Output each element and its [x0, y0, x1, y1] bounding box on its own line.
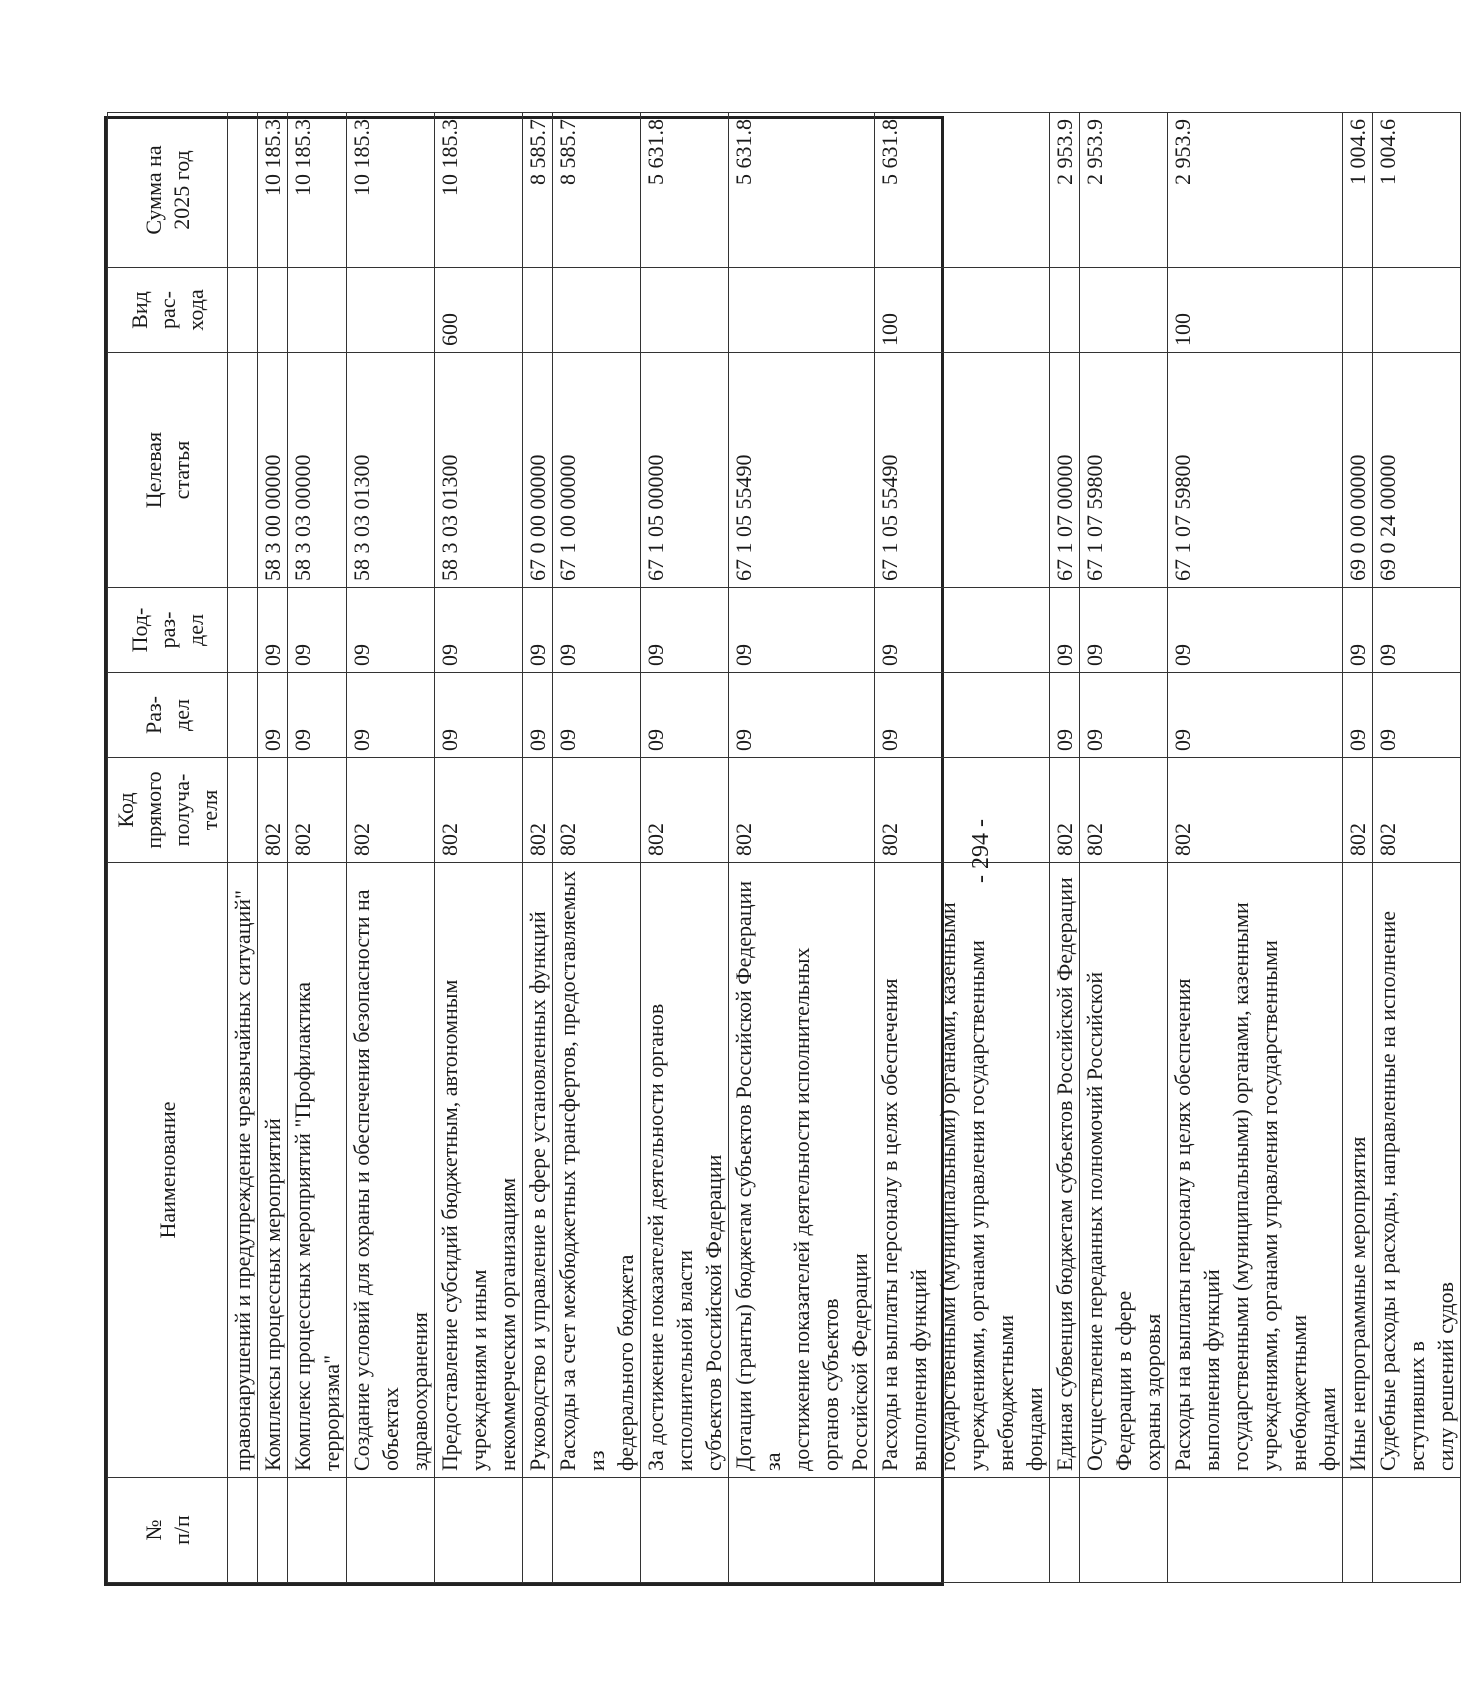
- row-recipient-code: [1050, 758, 1080, 863]
- row-podrazdel: [288, 588, 347, 673]
- row-name: [258, 863, 288, 1478]
- row-target-article-text: 58 3 03 01300: [437, 454, 462, 581]
- row-razdel: [228, 673, 258, 758]
- row-name: [1050, 863, 1080, 1478]
- table-header-row: [108, 113, 228, 1583]
- row-expense-type: [228, 268, 258, 353]
- header-name-text: Наименование: [154, 1101, 180, 1239]
- row-podrazdel-text: 09: [1170, 644, 1195, 666]
- table-row: [347, 113, 435, 1583]
- row-razdel: [641, 673, 729, 758]
- row-recipient-code-text: 802: [1170, 823, 1195, 856]
- row-podrazdel: [228, 588, 258, 673]
- table-row: [258, 113, 288, 1583]
- row-sum-2025-text: 8 585.7: [525, 119, 550, 185]
- row-target-article-text: 69 0 00 00000: [1345, 454, 1370, 581]
- row-razdel: [347, 673, 435, 758]
- row-target-article: [228, 353, 258, 588]
- row-target-article-text: 69 0 24 00000: [1375, 454, 1400, 581]
- row-name: [228, 863, 258, 1478]
- row-podrazdel-text: 09: [525, 644, 550, 666]
- row-podrazdel-text: 09: [555, 644, 580, 666]
- row-razdel-text: 09: [1375, 729, 1400, 751]
- row-name-text: Руководство и управление в сфере установленных функций: [525, 911, 550, 1471]
- row-recipient-code: [523, 758, 553, 863]
- header-num: [108, 1478, 228, 1583]
- row-razdel: [1050, 673, 1080, 758]
- row-name-text: Осуществление переданных полномочий Российской Федерации в сфере охраны здоровья: [1082, 971, 1165, 1471]
- row-name-text: Единая субвенция бюджетам субъектов Российской Федерации: [1052, 877, 1077, 1471]
- row-podrazdel: [258, 588, 288, 673]
- row-razdel-text: 09: [877, 729, 902, 751]
- row-target-article-text: 58 3 03 00000: [290, 454, 315, 581]
- row-recipient-code: [875, 758, 1050, 863]
- row-number: [1168, 1478, 1343, 1583]
- row-sum-2025-text: 5 631.8: [877, 119, 902, 185]
- row-expense-type-text: 100: [1170, 313, 1195, 346]
- row-expense-type: [435, 268, 523, 353]
- row-podrazdel-text: 09: [260, 644, 285, 666]
- row-sum-2025-text: 2 953.9: [1170, 119, 1195, 185]
- row-name: [1343, 863, 1373, 1478]
- row-podrazdel-text: 09: [437, 644, 462, 666]
- row-podrazdel-text: 09: [349, 644, 374, 666]
- row-target-article-text: 67 1 07 59800: [1082, 454, 1107, 581]
- row-recipient-code-text: 802: [260, 823, 285, 856]
- header-sum: [108, 113, 228, 268]
- table-row: [435, 113, 523, 1583]
- row-expense-type: [288, 268, 347, 353]
- row-recipient-code: [1168, 758, 1343, 863]
- row-recipient-code-text: 802: [349, 823, 374, 856]
- row-podrazdel-text: 09: [1052, 644, 1077, 666]
- row-podrazdel: [729, 588, 875, 673]
- table-row: [875, 113, 1050, 1583]
- header-razdel-text: Раз- дел: [140, 695, 194, 735]
- row-target-article: [1373, 353, 1461, 588]
- row-sum-2025: [729, 113, 875, 268]
- table-row: [288, 113, 347, 1583]
- row-name-text: Создание условий для охраны и обеспечения безопасности на объектах здравоохранения: [349, 889, 432, 1471]
- row-razdel: [523, 673, 553, 758]
- row-recipient-code-text: 802: [525, 823, 550, 856]
- row-recipient-code: [1080, 758, 1168, 863]
- row-name-text: Иные непрограммные мероприятия: [1345, 1136, 1370, 1471]
- row-name: [875, 863, 1050, 1478]
- row-target-article: [1080, 353, 1168, 588]
- table-row: [1373, 113, 1461, 1583]
- row-number: [553, 1478, 641, 1583]
- header-code-text: Код прямого получа- теля: [112, 771, 222, 849]
- row-name: [729, 863, 875, 1478]
- row-razdel: [875, 673, 1050, 758]
- rotated-page: [104, 116, 1458, 1586]
- row-expense-type: [553, 268, 641, 353]
- row-target-article: [435, 353, 523, 588]
- row-recipient-code: [1373, 758, 1461, 863]
- row-number: [347, 1478, 435, 1583]
- row-number: [288, 1478, 347, 1583]
- header-code: [108, 758, 228, 863]
- row-expense-type: [875, 268, 1050, 353]
- row-target-article: [523, 353, 553, 588]
- row-sum-2025: [288, 113, 347, 268]
- row-expense-type: [1168, 268, 1343, 353]
- row-sum-2025: [347, 113, 435, 268]
- header-podrazdel-text: Под- раз- дел: [126, 607, 208, 653]
- row-sum-2025: [875, 113, 1050, 268]
- row-name: [641, 863, 729, 1478]
- row-razdel-text: 09: [260, 729, 285, 751]
- budget-table: [107, 112, 1461, 1583]
- row-expense-type: [1373, 268, 1461, 353]
- row-name-text: Дотации (гранты) бюджетам субъектов Российской Федерации за достижение показателей деятельности исполнительных органов субъектов Российской Федерации: [731, 880, 872, 1471]
- row-sum-2025: [523, 113, 553, 268]
- row-target-article-text: 67 0 00 00000: [525, 454, 550, 581]
- row-name: [1080, 863, 1168, 1478]
- row-razdel-text: 09: [731, 729, 756, 751]
- row-podrazdel: [1080, 588, 1168, 673]
- header-num-text: № п/п: [140, 1515, 194, 1545]
- row-target-article: [729, 353, 875, 588]
- row-razdel-text: 09: [1170, 729, 1195, 751]
- row-podrazdel-text: 09: [1375, 644, 1400, 666]
- row-razdel-text: 09: [643, 729, 668, 751]
- row-razdel-text: 09: [290, 729, 315, 751]
- table-row: [1168, 113, 1343, 1583]
- row-podrazdel-text: 09: [1082, 644, 1107, 666]
- row-recipient-code: [553, 758, 641, 863]
- header-target: [108, 353, 228, 588]
- row-razdel: [729, 673, 875, 758]
- row-name: [435, 863, 523, 1478]
- row-expense-type: [1343, 268, 1373, 353]
- row-podrazdel: [641, 588, 729, 673]
- row-recipient-code: [258, 758, 288, 863]
- row-number: [523, 1478, 553, 1583]
- row-sum-2025-text: 5 631.8: [731, 119, 756, 185]
- row-target-article: [258, 353, 288, 588]
- header-vid: [108, 268, 228, 353]
- row-sum-2025: [1080, 113, 1168, 268]
- row-razdel-text: 09: [349, 729, 374, 751]
- page-number: - 294 -: [968, 819, 994, 883]
- row-recipient-code-text: 802: [437, 823, 462, 856]
- row-razdel-text: 09: [1345, 729, 1370, 751]
- header-name: [108, 863, 228, 1478]
- row-sum-2025-text: 2 953.9: [1052, 119, 1077, 185]
- row-name-text: Расходы на выплаты персоналу в целях обеспечения выполнения функций государственными (муниципальными) органами, казенными учреждениями, органами управления государственными внебюджетными фондами: [877, 902, 1047, 1471]
- row-sum-2025: [258, 113, 288, 268]
- row-name: [553, 863, 641, 1478]
- table-row: [553, 113, 641, 1583]
- row-recipient-code-text: 802: [1375, 823, 1400, 856]
- row-sum-2025: [1343, 113, 1373, 268]
- row-razdel: [1373, 673, 1461, 758]
- row-podrazdel: [1343, 588, 1373, 673]
- row-name-text: Расходы за счет межбюджетных трансфертов, предоставляемых из федерального бюджета: [555, 870, 638, 1471]
- header-vid-text: Вид рас- хода: [126, 289, 208, 331]
- row-sum-2025: [1373, 113, 1461, 268]
- row-sum-2025-text: 10 185.3: [260, 119, 285, 196]
- row-recipient-code-text: 802: [290, 823, 315, 856]
- row-target-article-text: 67 1 05 55490: [877, 454, 902, 581]
- row-podrazdel: [523, 588, 553, 673]
- row-recipient-code: [288, 758, 347, 863]
- row-razdel: [1168, 673, 1343, 758]
- header-podrazdel: [108, 588, 228, 673]
- row-target-article: [553, 353, 641, 588]
- row-razdel-text: 09: [555, 729, 580, 751]
- row-razdel: [553, 673, 641, 758]
- row-razdel-text: 09: [1052, 729, 1077, 751]
- table-row: [1343, 113, 1373, 1583]
- row-target-article-text: 67 1 05 00000: [643, 454, 668, 581]
- row-sum-2025-text: 10 185.3: [349, 119, 374, 196]
- row-expense-type-text: 100: [877, 313, 902, 346]
- row-sum-2025-text: 10 185.3: [437, 119, 462, 196]
- row-target-article: [347, 353, 435, 588]
- row-name: [1373, 863, 1461, 1478]
- row-sum-2025: [435, 113, 523, 268]
- row-target-article: [1343, 353, 1373, 588]
- row-sum-2025-text: 1 004.6: [1375, 119, 1400, 185]
- row-name: [347, 863, 435, 1478]
- row-recipient-code-text: 802: [1082, 823, 1107, 856]
- row-number: [1080, 1478, 1168, 1583]
- row-podrazdel: [347, 588, 435, 673]
- row-target-article-text: 67 1 05 55490: [731, 454, 756, 581]
- row-recipient-code: [347, 758, 435, 863]
- row-sum-2025-text: 10 185.3: [290, 119, 315, 196]
- row-target-article-text: 67 1 00 00000: [555, 454, 580, 581]
- row-number: [258, 1478, 288, 1583]
- table-row: [523, 113, 553, 1583]
- row-sum-2025: [553, 113, 641, 268]
- row-name: [288, 863, 347, 1478]
- row-name: [1168, 863, 1343, 1478]
- row-podrazdel: [1168, 588, 1343, 673]
- table-body: [228, 113, 1461, 1583]
- row-podrazdel: [1050, 588, 1080, 673]
- row-recipient-code-text: 802: [731, 823, 756, 856]
- row-number: [228, 1478, 258, 1583]
- row-name-text: Комплекс процессных мероприятий "Профилактика терроризма": [290, 981, 344, 1471]
- table-row: [1050, 113, 1080, 1583]
- row-name-text: Расходы на выплаты персоналу в целях обеспечения выполнения функций государственными (муниципальными) органами, казенными учреждениями, органами управления государственными внебюджетными фондами: [1170, 902, 1340, 1471]
- row-razdel: [288, 673, 347, 758]
- row-expense-type-text: 600: [437, 313, 462, 346]
- row-expense-type: [641, 268, 729, 353]
- row-number: [435, 1478, 523, 1583]
- row-number: [729, 1478, 875, 1583]
- row-razdel: [435, 673, 523, 758]
- row-recipient-code-text: 802: [1052, 823, 1077, 856]
- table-row: [228, 113, 258, 1583]
- header-sum-text: Сумма на 2025 год: [140, 145, 194, 235]
- row-sum-2025: [228, 113, 258, 268]
- row-name: [523, 863, 553, 1478]
- row-name-text: Предоставление субсидий бюджетным, автономным учреждениям и иным некоммерческим организациям: [437, 979, 520, 1471]
- header-target-text: Целевая статья: [140, 431, 194, 509]
- row-podrazdel-text: 09: [290, 644, 315, 666]
- row-razdel: [1080, 673, 1168, 758]
- row-name-text: Комплексы процессных мероприятий: [260, 1118, 285, 1471]
- row-sum-2025-text: 8 585.7: [555, 119, 580, 185]
- row-razdel: [1343, 673, 1373, 758]
- table-row: [641, 113, 729, 1583]
- row-podrazdel: [875, 588, 1050, 673]
- row-name-text: правонарушений и предупреждение чрезвычайных ситуаций": [230, 889, 255, 1471]
- row-target-article: [1168, 353, 1343, 588]
- row-podrazdel-text: 09: [1345, 644, 1370, 666]
- row-sum-2025: [1050, 113, 1080, 268]
- header-razdel: [108, 673, 228, 758]
- row-podrazdel-text: 09: [731, 644, 756, 666]
- row-expense-type: [729, 268, 875, 353]
- table-row: [1080, 113, 1168, 1583]
- row-target-article: [875, 353, 1050, 588]
- row-podrazdel-text: 09: [643, 644, 668, 666]
- row-recipient-code-text: 802: [877, 823, 902, 856]
- row-target-article: [288, 353, 347, 588]
- row-recipient-code-text: 802: [1345, 823, 1370, 856]
- row-number: [641, 1478, 729, 1583]
- row-number: [1050, 1478, 1080, 1583]
- row-sum-2025-text: 5 631.8: [643, 119, 668, 185]
- row-expense-type: [1050, 268, 1080, 353]
- row-recipient-code-text: 802: [555, 823, 580, 856]
- row-sum-2025: [1168, 113, 1343, 268]
- row-recipient-code: [641, 758, 729, 863]
- row-podrazdel: [553, 588, 641, 673]
- row-recipient-code-text: 802: [643, 823, 668, 856]
- row-sum-2025-text: 2 953.9: [1082, 119, 1107, 185]
- row-razdel-text: 09: [525, 729, 550, 751]
- row-recipient-code: [228, 758, 258, 863]
- row-number: [1343, 1478, 1373, 1583]
- row-razdel: [258, 673, 288, 758]
- row-target-article: [641, 353, 729, 588]
- row-name-text: За достижение показателей деятельности органов исполнительной власти субъектов Российской Федерации: [643, 1003, 726, 1471]
- row-target-article: [1050, 353, 1080, 588]
- row-expense-type: [258, 268, 288, 353]
- row-sum-2025: [641, 113, 729, 268]
- row-expense-type: [523, 268, 553, 353]
- row-razdel-text: 09: [1082, 729, 1107, 751]
- row-podrazdel: [1373, 588, 1461, 673]
- row-number: [875, 1478, 1050, 1583]
- row-expense-type: [347, 268, 435, 353]
- row-target-article-text: 58 3 00 00000: [260, 454, 285, 581]
- row-target-article-text: 67 1 07 59800: [1170, 454, 1195, 581]
- row-target-article-text: 67 1 07 00000: [1052, 454, 1077, 581]
- row-name-text: Судебные расходы и расходы, направленные на исполнение вступивших в силу решений судов: [1375, 910, 1458, 1471]
- row-podrazdel: [435, 588, 523, 673]
- row-sum-2025-text: 1 004.6: [1345, 119, 1370, 185]
- row-recipient-code: [435, 758, 523, 863]
- row-expense-type: [1080, 268, 1168, 353]
- row-recipient-code: [729, 758, 875, 863]
- row-recipient-code: [1343, 758, 1373, 863]
- row-razdel-text: 09: [437, 729, 462, 751]
- row-podrazdel-text: 09: [877, 644, 902, 666]
- row-number: [1373, 1478, 1461, 1583]
- row-target-article-text: 58 3 03 01300: [349, 454, 374, 581]
- table-row: [729, 113, 875, 1583]
